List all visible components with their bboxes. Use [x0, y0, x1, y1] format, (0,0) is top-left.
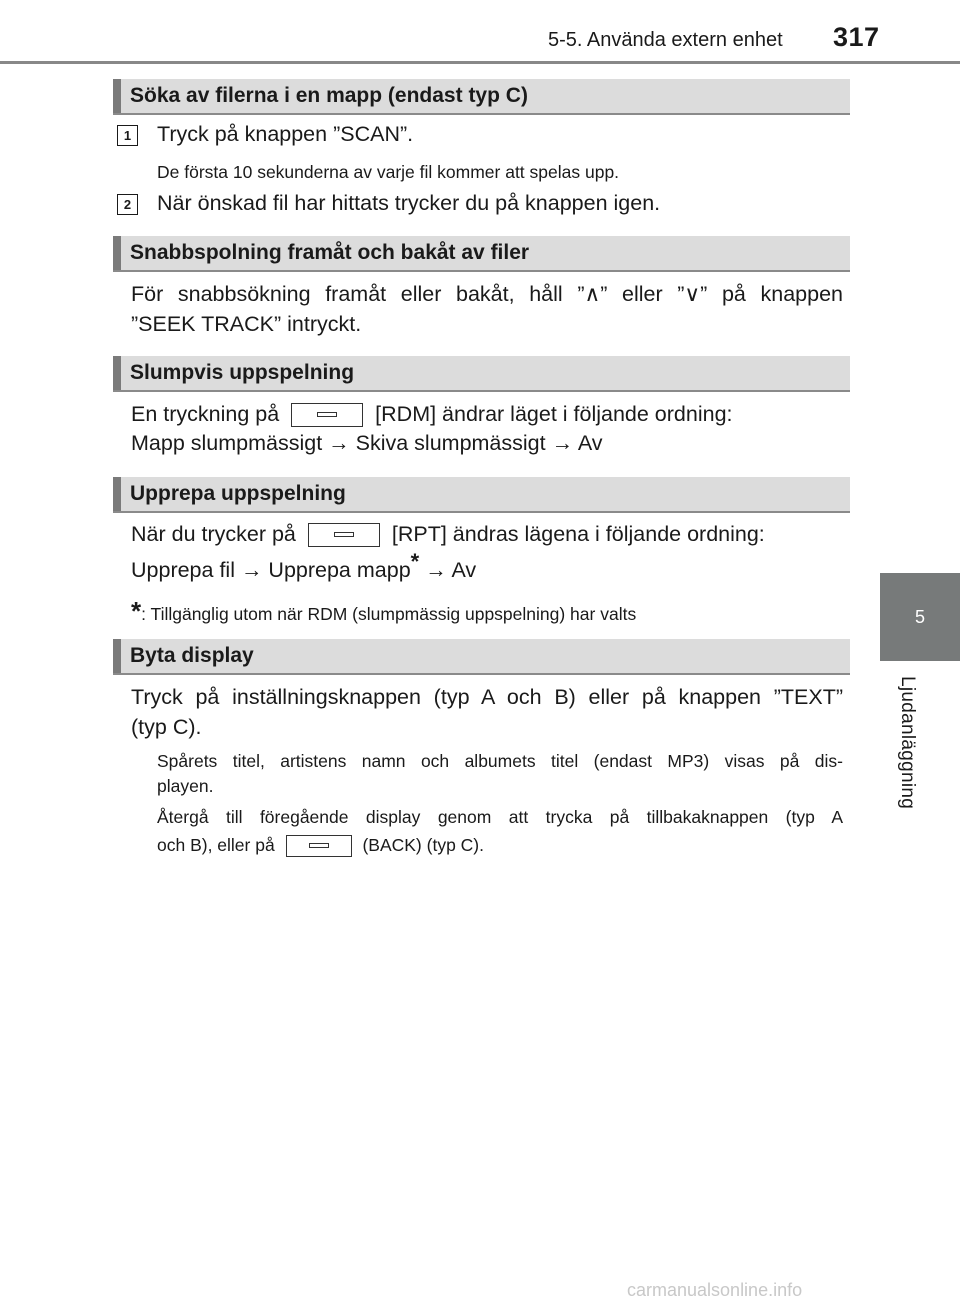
back-button-icon [286, 835, 352, 857]
rdm-button-icon [291, 403, 363, 427]
display-note-2-line-1: Återgå till föregående display genom att trycka på tillbakaknappen (typ A [157, 807, 843, 827]
display-line-1: Tryck på inställningsknappen (typ A och B) eller på knappen ”TEXT” [131, 685, 843, 709]
display-note-2-line-2 [157, 835, 484, 857]
repeat-line-2 [131, 548, 477, 583]
repeat-line-1-start: När du trycker på [131, 522, 296, 546]
section-heading-text: Upprepa uppspelning [130, 482, 346, 505]
rpt-button-icon [308, 523, 380, 547]
display-note-1-line-1: Spårets titel, artistens namn och albumets titel (endast MP3) visas på dis- [157, 751, 843, 771]
step-number-2: 2 [117, 194, 138, 215]
section-heading-seek [113, 236, 850, 272]
section-heading-text: Slumpvis uppspelning [130, 361, 355, 384]
step-2-text: När önskad fil har hittats trycker du på knappen igen. [157, 191, 661, 215]
footnote [131, 596, 636, 627]
footnote-marker: * [410, 548, 420, 574]
header-divider [0, 61, 960, 64]
repeat-line-1 [131, 522, 765, 547]
step-1-text: Tryck på knappen ”SCAN”. [157, 122, 414, 146]
repeat-line-2-start: Upprepa fil → Upprepa mapp [131, 558, 411, 582]
random-line-1-start: En tryckning på [131, 402, 280, 426]
repeat-line-2-end: → Av [419, 558, 477, 582]
section-heading-scan [113, 79, 850, 115]
display-note-1-line-2: playen. [157, 776, 214, 796]
page-number: 317 [833, 22, 880, 52]
section-heading-text: Snabbspolning framåt och bakåt av filer [130, 241, 530, 264]
seek-line-1: För snabbsökning framåt eller bakåt, håll ”∧” eller ”∨” på knappen [131, 282, 843, 306]
display-note-2-end: (BACK) (typ C). [362, 835, 484, 855]
footnote-text: : Tillgänglig utom när RDM (slumpmässig uppspelning) har valts [141, 604, 637, 624]
section-heading-random [113, 356, 850, 392]
watermark: carmanualsonline.info [627, 1280, 803, 1300]
step-number-1: 1 [117, 125, 138, 146]
display-line-2: (typ C). [131, 715, 202, 739]
random-line-1-end: [RDM] ändrar läget i följande ordning: [375, 402, 733, 426]
running-header-section: 5-5. Använda extern enhet [548, 29, 783, 51]
display-note-2-start: och B), eller på [157, 835, 275, 855]
repeat-line-1-end: [RPT] ändras lägena i följande ordning: [391, 522, 765, 546]
section-heading-text: Söka av filerna i en mapp (endast typ C) [130, 84, 528, 107]
chapter-number: 5 [914, 606, 925, 627]
section-heading-display [113, 639, 850, 675]
section-heading-text: Byta display [130, 644, 254, 667]
step-1-note: De första 10 sekunderna av varje fil kommer att spelas upp. [157, 162, 620, 182]
random-line-2: Mapp slumpmässigt → Skiva slumpmässigt → Av [131, 431, 603, 455]
chapter-title: Ljudanläggning [897, 676, 918, 810]
seek-line-2: ”SEEK TRACK” intryckt. [131, 312, 362, 336]
chapter-tab [880, 573, 960, 661]
random-line-1 [131, 402, 733, 427]
footnote-star: * [131, 596, 142, 626]
section-heading-repeat [113, 477, 850, 513]
